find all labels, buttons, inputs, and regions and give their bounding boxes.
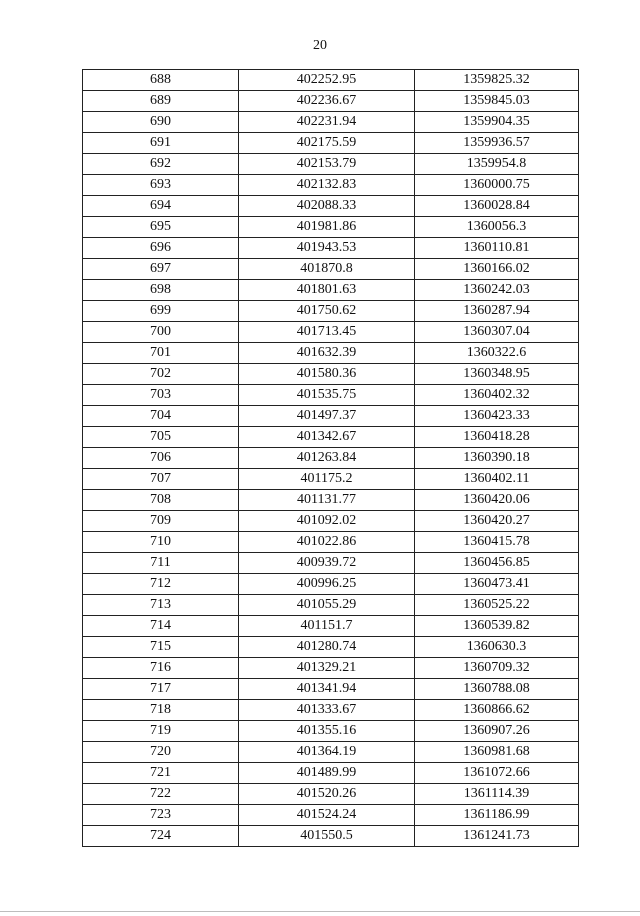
y-coordinate-cell: 1360415.78 xyxy=(415,532,579,553)
y-coordinate-cell: 1360056.3 xyxy=(415,217,579,238)
point-number-cell: 718 xyxy=(83,700,239,721)
x-coordinate-cell: 401943.53 xyxy=(239,238,415,259)
table-row xyxy=(83,721,579,742)
y-coordinate-cell: 1360981.68 xyxy=(415,742,579,763)
y-coordinate-cell: 1360539.82 xyxy=(415,616,579,637)
x-coordinate-cell: 401632.39 xyxy=(239,343,415,364)
table-row xyxy=(83,511,579,532)
table-row xyxy=(83,595,579,616)
table-row xyxy=(83,154,579,175)
point-number-cell: 700 xyxy=(83,322,239,343)
x-coordinate-cell: 401489.99 xyxy=(239,763,415,784)
y-coordinate-cell: 1359936.57 xyxy=(415,133,579,154)
x-coordinate-cell: 402175.59 xyxy=(239,133,415,154)
point-number-cell: 690 xyxy=(83,112,239,133)
y-coordinate-cell: 1360287.94 xyxy=(415,301,579,322)
table-row xyxy=(83,532,579,553)
table-row xyxy=(83,280,579,301)
x-coordinate-cell: 401550.5 xyxy=(239,826,415,847)
y-coordinate-cell: 1360456.85 xyxy=(415,553,579,574)
x-coordinate-cell: 401280.74 xyxy=(239,637,415,658)
point-number-cell: 704 xyxy=(83,406,239,427)
point-number-cell: 706 xyxy=(83,448,239,469)
table-row xyxy=(83,343,579,364)
x-coordinate-cell: 400939.72 xyxy=(239,553,415,574)
x-coordinate-cell: 401151.7 xyxy=(239,616,415,637)
y-coordinate-cell: 1359954.8 xyxy=(415,154,579,175)
y-coordinate-cell: 1360402.11 xyxy=(415,469,579,490)
x-coordinate-cell: 401342.67 xyxy=(239,427,415,448)
y-coordinate-cell: 1360630.3 xyxy=(415,637,579,658)
x-coordinate-cell: 401022.86 xyxy=(239,532,415,553)
y-coordinate-cell: 1360420.06 xyxy=(415,490,579,511)
y-coordinate-cell: 1359825.32 xyxy=(415,70,579,91)
coordinate-table xyxy=(82,69,579,847)
x-coordinate-cell: 401524.24 xyxy=(239,805,415,826)
point-number-cell: 712 xyxy=(83,574,239,595)
table-row xyxy=(83,784,579,805)
point-number-cell: 688 xyxy=(83,70,239,91)
table-row xyxy=(83,133,579,154)
x-coordinate-cell: 401713.45 xyxy=(239,322,415,343)
y-coordinate-cell: 1361241.73 xyxy=(415,826,579,847)
point-number-cell: 699 xyxy=(83,301,239,322)
point-number-cell: 702 xyxy=(83,364,239,385)
x-coordinate-cell: 402252.95 xyxy=(239,70,415,91)
y-coordinate-cell: 1360390.18 xyxy=(415,448,579,469)
x-coordinate-cell: 401333.67 xyxy=(239,700,415,721)
point-number-cell: 708 xyxy=(83,490,239,511)
x-coordinate-cell: 400996.25 xyxy=(239,574,415,595)
x-coordinate-cell: 402236.67 xyxy=(239,91,415,112)
point-number-cell: 696 xyxy=(83,238,239,259)
point-number-cell: 715 xyxy=(83,637,239,658)
y-coordinate-cell: 1360907.26 xyxy=(415,721,579,742)
table-row xyxy=(83,700,579,721)
table-row xyxy=(83,70,579,91)
y-coordinate-cell: 1360788.08 xyxy=(415,679,579,700)
table-row xyxy=(83,574,579,595)
y-coordinate-cell: 1361072.66 xyxy=(415,763,579,784)
point-number-cell: 703 xyxy=(83,385,239,406)
table-row xyxy=(83,490,579,511)
y-coordinate-cell: 1361114.39 xyxy=(415,784,579,805)
page-number: 20 xyxy=(313,38,327,53)
x-coordinate-cell: 401131.77 xyxy=(239,490,415,511)
point-number-cell: 714 xyxy=(83,616,239,637)
x-coordinate-cell: 401750.62 xyxy=(239,301,415,322)
y-coordinate-cell: 1360423.33 xyxy=(415,406,579,427)
y-coordinate-cell: 1361186.99 xyxy=(415,805,579,826)
point-number-cell: 709 xyxy=(83,511,239,532)
table-row xyxy=(83,448,579,469)
point-number-cell: 693 xyxy=(83,175,239,196)
y-coordinate-cell: 1359904.35 xyxy=(415,112,579,133)
point-number-cell: 722 xyxy=(83,784,239,805)
x-coordinate-cell: 402153.79 xyxy=(239,154,415,175)
x-coordinate-cell: 401092.02 xyxy=(239,511,415,532)
point-number-cell: 724 xyxy=(83,826,239,847)
y-coordinate-cell: 1360322.6 xyxy=(415,343,579,364)
point-number-cell: 713 xyxy=(83,595,239,616)
y-coordinate-cell: 1360110.81 xyxy=(415,238,579,259)
point-number-cell: 707 xyxy=(83,469,239,490)
point-number-cell: 697 xyxy=(83,259,239,280)
x-coordinate-cell: 401801.63 xyxy=(239,280,415,301)
table-row xyxy=(83,322,579,343)
x-coordinate-cell: 401870.8 xyxy=(239,259,415,280)
x-coordinate-cell: 401580.36 xyxy=(239,364,415,385)
x-coordinate-cell: 401520.26 xyxy=(239,784,415,805)
table-row xyxy=(83,805,579,826)
table-row xyxy=(83,175,579,196)
y-coordinate-cell: 1360418.28 xyxy=(415,427,579,448)
y-coordinate-cell: 1360473.41 xyxy=(415,574,579,595)
y-coordinate-cell: 1360420.27 xyxy=(415,511,579,532)
x-coordinate-cell: 401364.19 xyxy=(239,742,415,763)
y-coordinate-cell: 1360166.02 xyxy=(415,259,579,280)
point-number-cell: 719 xyxy=(83,721,239,742)
table-row xyxy=(83,469,579,490)
x-coordinate-cell: 401355.16 xyxy=(239,721,415,742)
table-row xyxy=(83,217,579,238)
y-coordinate-cell: 1360242.03 xyxy=(415,280,579,301)
table-row xyxy=(83,637,579,658)
table-row xyxy=(83,196,579,217)
point-number-cell: 710 xyxy=(83,532,239,553)
y-coordinate-cell: 1360402.32 xyxy=(415,385,579,406)
point-number-cell: 694 xyxy=(83,196,239,217)
x-coordinate-cell: 402231.94 xyxy=(239,112,415,133)
point-number-cell: 695 xyxy=(83,217,239,238)
point-number-cell: 691 xyxy=(83,133,239,154)
y-coordinate-cell: 1360525.22 xyxy=(415,595,579,616)
table-row xyxy=(83,385,579,406)
y-coordinate-cell: 1360307.04 xyxy=(415,322,579,343)
x-coordinate-cell: 401055.29 xyxy=(239,595,415,616)
x-coordinate-cell: 401341.94 xyxy=(239,679,415,700)
x-coordinate-cell: 401981.86 xyxy=(239,217,415,238)
y-coordinate-cell: 1360348.95 xyxy=(415,364,579,385)
y-coordinate-cell: 1360866.62 xyxy=(415,700,579,721)
point-number-cell: 705 xyxy=(83,427,239,448)
point-number-cell: 720 xyxy=(83,742,239,763)
table-row xyxy=(83,259,579,280)
table-row xyxy=(83,91,579,112)
y-coordinate-cell: 1360709.32 xyxy=(415,658,579,679)
table-row xyxy=(83,763,579,784)
bottom-rule xyxy=(0,911,640,912)
table-row xyxy=(83,679,579,700)
point-number-cell: 717 xyxy=(83,679,239,700)
table-row xyxy=(83,742,579,763)
x-coordinate-cell: 401263.84 xyxy=(239,448,415,469)
y-coordinate-cell: 1360000.75 xyxy=(415,175,579,196)
point-number-cell: 689 xyxy=(83,91,239,112)
table-body xyxy=(83,70,579,847)
point-number-cell: 711 xyxy=(83,553,239,574)
point-number-cell: 721 xyxy=(83,763,239,784)
table-row xyxy=(83,616,579,637)
x-coordinate-cell: 401535.75 xyxy=(239,385,415,406)
x-coordinate-cell: 401175.2 xyxy=(239,469,415,490)
table-row xyxy=(83,238,579,259)
point-number-cell: 716 xyxy=(83,658,239,679)
table-row xyxy=(83,301,579,322)
point-number-cell: 698 xyxy=(83,280,239,301)
table-row xyxy=(83,112,579,133)
table-row xyxy=(83,427,579,448)
y-coordinate-cell: 1360028.84 xyxy=(415,196,579,217)
point-number-cell: 723 xyxy=(83,805,239,826)
table-row xyxy=(83,826,579,847)
table-row xyxy=(83,658,579,679)
table-row xyxy=(83,406,579,427)
table-row xyxy=(83,553,579,574)
x-coordinate-cell: 402088.33 xyxy=(239,196,415,217)
x-coordinate-cell: 401329.21 xyxy=(239,658,415,679)
x-coordinate-cell: 402132.83 xyxy=(239,175,415,196)
point-number-cell: 692 xyxy=(83,154,239,175)
table-row xyxy=(83,364,579,385)
y-coordinate-cell: 1359845.03 xyxy=(415,91,579,112)
x-coordinate-cell: 401497.37 xyxy=(239,406,415,427)
point-number-cell: 701 xyxy=(83,343,239,364)
